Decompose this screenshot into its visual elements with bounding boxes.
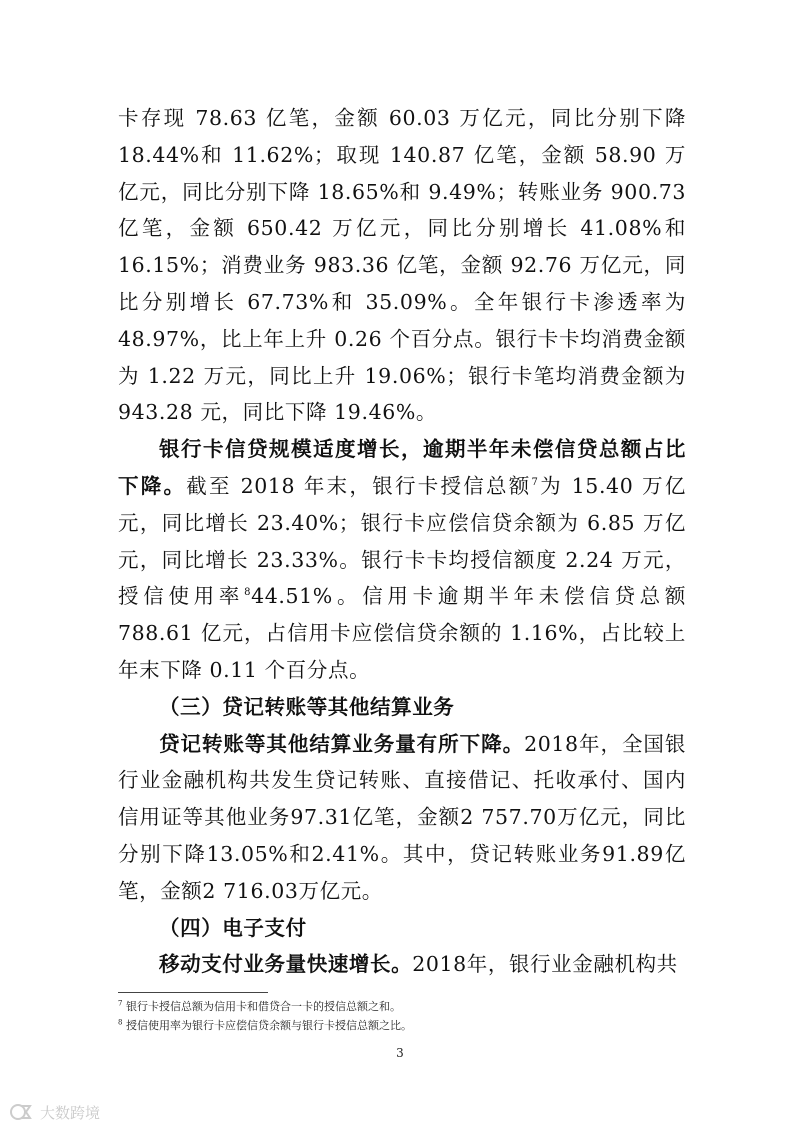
paragraph-lead-sentence: 贷记转账等其他结算业务量有所下降。 — [159, 731, 525, 756]
footnotes — [118, 997, 686, 1035]
watermark — [8, 1100, 100, 1124]
footnote-mark: 8 — [118, 1018, 123, 1027]
watermark-logo-icon — [8, 1102, 34, 1122]
paragraph-text: 卡存现 78.63 亿笔，金额 60.03 万亿元，同比分别下降 18.44%和 11.62%；取现 140.87 亿笔，金额 58.90 万亿元，同比分别下降 18.65%和 9.49%；转账业务 900.73 亿笔，金额 650.42 万亿元，同比分别增长 41.08%和 16.15%；消费业务 983.36 亿笔，金额 92.76 万亿元，同比分别增长 67.73%和 35.09%。全年银行卡渗透率为 48.97%，比上年上升 0.26 个百分点。银行卡卡均消费金额为 1.22 万元，同比上升 19.06%；银行卡笔均消费金额为 943.28 元，同比下降 19.46%。 — [118, 106, 686, 425]
watermark-text: 大数跨境 — [40, 1103, 101, 1122]
paragraph-card-transactions — [118, 100, 686, 431]
footnote-text: 银行卡授信总额为信用卡和借贷合一卡的授信总额之和。 — [125, 1000, 401, 1013]
paragraph-text: 2018年，全国银行业金融机构共发生贷记转账、直接借记、托收承付、国内信用证等其他业务97.31亿笔，金额2 757.70万亿元，同比分别下降13.05%和2.41%。其中，贷记转账业务91.89亿笔，金额2 716.03万亿元。 — [118, 731, 687, 903]
paragraph-lead-sentence: 移动支付业务量快速增长。 — [159, 952, 413, 977]
footnote-mark: 7 — [118, 999, 123, 1008]
footnote-7 — [118, 997, 686, 1016]
footnote-ref-8[interactable]: 8 — [244, 587, 252, 599]
section-heading-credit-transfer: （三）贷记转账等其他结算业务 — [159, 694, 455, 719]
footnote-ref-7[interactable]: 7 — [531, 477, 539, 489]
section-heading-electronic-payment: （四）电子支付 — [159, 915, 307, 940]
page-number: 3 — [396, 1046, 404, 1060]
paragraph-text: 截至 2018 年末，银行卡授信总额 — [186, 473, 532, 498]
body-text — [118, 100, 686, 983]
paragraph-electronic-payment — [118, 946, 686, 983]
paragraph-text: 44.51%。信用卡逾期半年未偿信贷总额 788.61 亿元，占信用卡应偿信贷余额的 1.16%，占比较上年末下降 0.11 个百分点。 — [118, 584, 686, 682]
paragraph-text: 为 15.40 万亿元，同比增长 23.40%；银行卡应偿信贷余额为 6.85 万亿元，同比增长 23.33%。银行卡卡均授信额度 2.24 万元，授信使用率 — [118, 473, 686, 609]
footnote-divider — [118, 992, 268, 993]
paragraph-credit-transfer — [118, 726, 686, 910]
footnote-text: 授信使用率为银行卡应偿信贷余额与银行卡授信总额之比。 — [125, 1019, 412, 1032]
paragraph-lead-sentence: 银行卡信贷规模适度增长，逾期半年未偿信贷总额占比下降。 — [118, 437, 686, 498]
paragraph-card-credit — [118, 431, 686, 689]
footnote-8 — [118, 1016, 686, 1035]
paragraph-text: 2018年，银行业金融机构共 — [412, 952, 678, 977]
